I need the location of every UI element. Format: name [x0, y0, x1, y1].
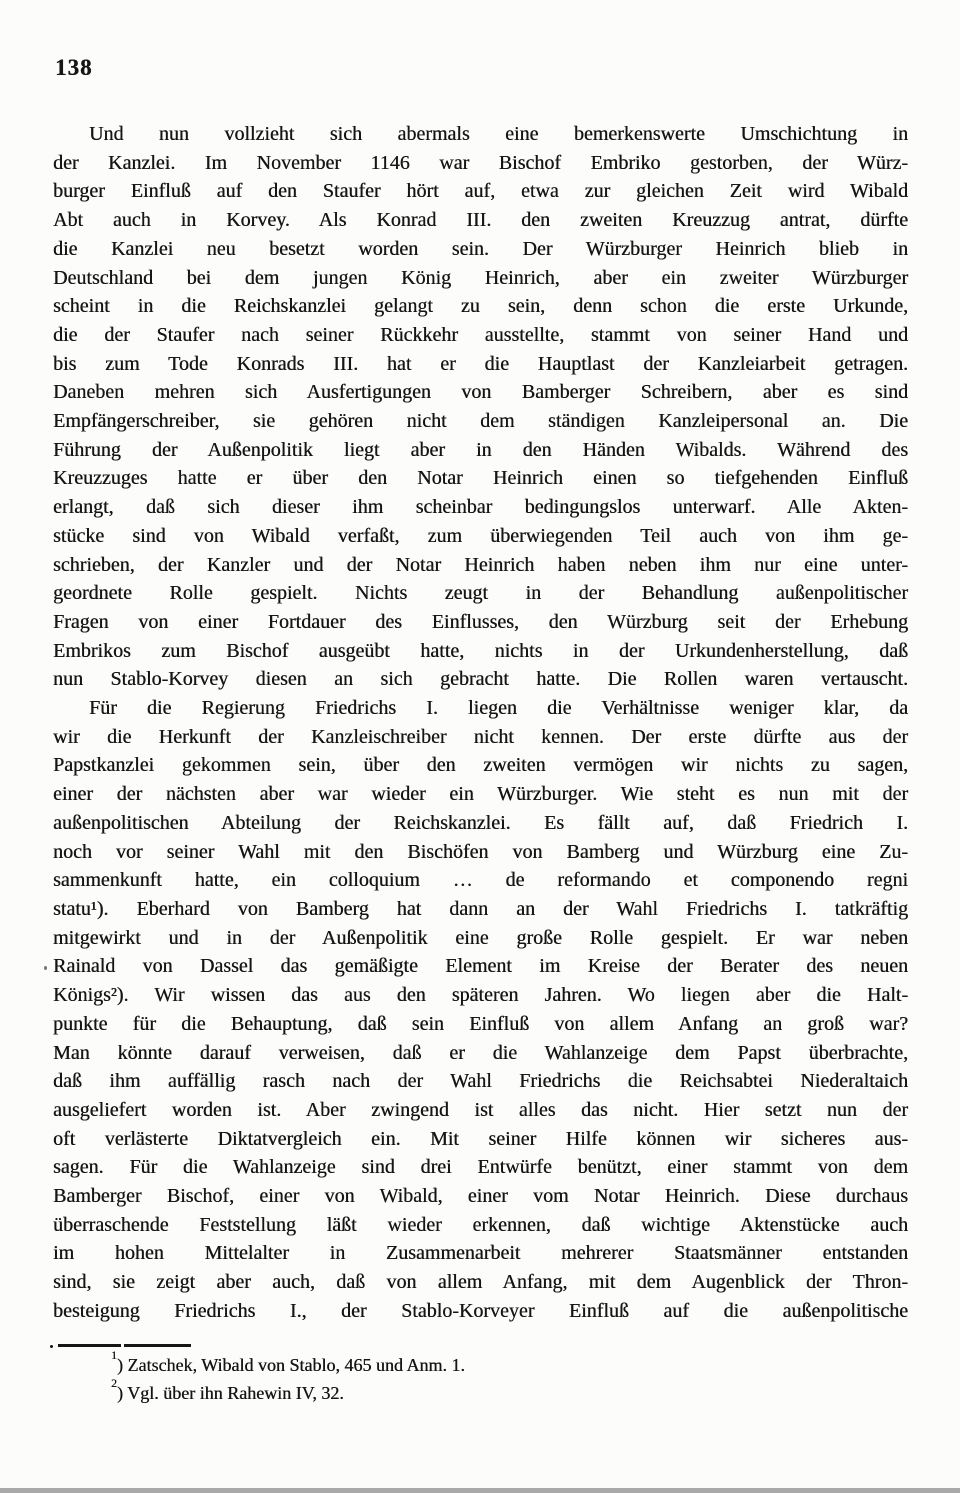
text-line: Abt auch in Korvey. Als Konrad III. den zweiten Kreuzzug antrat, dürfte	[53, 209, 908, 232]
text-line: mitgewirkt und in der Außenpolitik eine große Rolle gespielt. Er war neben	[53, 926, 908, 949]
text-line: Und nun vollzieht sich abermals eine bemerkenswerte Umschichtung in	[89, 123, 908, 145]
text-line: nun Stablo-Korvey diesen an sich gebracht hatte. Die Rollen waren vertauscht.	[53, 668, 908, 691]
footnote-marker: 1	[111, 1348, 117, 1362]
text-line: noch vor seiner Wahl mit den Bischöfen von Bamberg und Würzburg eine Zu-	[53, 840, 908, 863]
footnote-rule-segment	[124, 1344, 191, 1347]
text-line: Fragen von einer Fortdauer des Einflusses, den Würzburg seit der Erhebung	[53, 610, 908, 633]
scan-speck	[44, 966, 47, 970]
text-line: sind, sie zeigt aber auch, daß von allem Anfang, mit dem Augenblick der Thron-	[53, 1271, 908, 1294]
footnote-rule-segment	[58, 1344, 121, 1347]
paragraph	[53, 120, 908, 694]
text-line: Rainald von Dassel das gemäßigte Element im Kreise der Berater des neuen	[53, 955, 908, 978]
text-line: außenpolitischen Abteilung der Reichskanzlei. Es fällt auf, daß Friedrich I.	[53, 811, 908, 834]
text-line: Empfängerschreiber, sie gehören nicht dem ständigen Kanzleipersonal an. Die	[53, 410, 908, 433]
text-line: Für die Regierung Friedrichs I. liegen die Verhältnisse weniger klar, da	[89, 697, 908, 720]
text-line: wir die Herkunft der Kanzleischreiber nicht kennen. Der erste dürfte aus der	[53, 725, 908, 748]
body-text-block	[53, 120, 908, 1326]
text-line: Bamberger Bischof, einer von Wibald, einer vom Notar Heinrich. Diese durchaus	[53, 1185, 908, 1208]
text-line: punkte für die Behauptung, daß sein Einfluß von allem Anfang an groß war?	[53, 1012, 908, 1035]
text-line: Man könnte darauf verweisen, daß er die Wahlanzeige dem Papst überbrachte,	[53, 1041, 908, 1064]
text-line: im hohen Mittelalter in Zusammenarbeit mehrerer Staatsmänner entstanden	[53, 1242, 908, 1265]
footnote-rule-dot	[50, 1345, 53, 1348]
text-line: besteigung Friedrichs I., der Stablo-Korveyer Einfluß auf die außenpolitische	[53, 1299, 908, 1322]
footnote: $^1$) Zatschek, Wibald von Stablo, 465 und Anm. 1.	[111, 1348, 465, 1375]
text-line: Kreuzzuges hatte er über den Notar Heinrich einen so tiefgehenden Einfluß	[53, 467, 908, 490]
paragraph	[53, 694, 908, 1325]
text-line: Führung der Außenpolitik liegt aber in den Händen Wibalds. Während des	[53, 438, 908, 461]
text-line: statu¹). Eberhard von Bamberg hat dann an der Wahl Friedrichs I. tatkräftig	[53, 897, 908, 920]
text-line: Königs²). Wir wissen das aus den späteren Jahren. Wo liegen aber die Halt-	[53, 984, 908, 1007]
text-line: oft verlästerte Diktatvergleich ein. Mit seiner Hilfe können wir sicheres aus-	[53, 1127, 908, 1150]
text-line: die Kanzlei neu besetzt worden sein. Der Würzburger Heinrich blieb in	[53, 237, 908, 260]
text-line: einer der nächsten aber war wieder ein Würzburger. Wie steht es nun mit der	[53, 783, 908, 806]
footnotes-block	[53, 1348, 908, 1407]
text-line: ausgeliefert worden ist. Aber zwingend ist alles das nicht. Hier setzt nun der	[53, 1098, 908, 1121]
text-line: schrieben, der Kanzler und der Notar Heinrich haben neben ihm nur eine unter-	[53, 553, 908, 576]
text-line: Daneben mehren sich Ausfertigungen von Bamberger Schreibern, aber es sind	[53, 381, 908, 404]
page-number: 138	[55, 55, 93, 80]
text-line: burger Einfluß auf den Staufer hört auf, etwa zur gleichen Zeit wird Wibald	[53, 180, 908, 203]
scan-edge-bar	[0, 1488, 960, 1493]
text-line: erlangt, daß sich dieser ihm scheinbar bedingungslos unterwarf. Alle Akten-	[53, 496, 908, 519]
text-line: Embrikos zum Bischof ausgeübt hatte, nichts in der Urkundenherstellung, daß	[53, 639, 908, 662]
text-line: der Kanzlei. Im November 1146 war Bischof Embriko gestorben, der Würz-	[53, 151, 908, 174]
text-line: sagen. Für die Wahlanzeige sind drei Entwürfe benützt, einer stammt von dem	[53, 1156, 908, 1179]
footnote-marker: 2	[111, 1375, 117, 1390]
text-line: stücke sind von Wibald verfaßt, zum überwiegenden Teil auch von ihm ge-	[53, 524, 908, 547]
text-line: Papstkanzlei gekommen sein, über den zweiten vermögen wir nichts zu sagen,	[53, 754, 908, 777]
text-line: scheint in die Reichskanzlei gelangt zu sein, denn schon die erste Urkunde,	[53, 295, 908, 318]
text-line: Deutschland bei dem jungen König Heinrich, aber ein zweiter Würzburger	[53, 266, 908, 289]
text-line: die der Staufer nach seiner Rückkehr ausstellte, stammt von seiner Hand und	[53, 323, 908, 346]
text-line: sammenkunft hatte, ein colloquium … de reformando et componendo regni	[53, 869, 908, 892]
text-line: geordnete Rolle gespielt. Nichts zeugt in der Behandlung außenpolitischer	[53, 582, 908, 605]
text-line: bis zum Tode Konrads III. hat er die Hauptlast der Kanzleiarbeit getragen.	[53, 352, 908, 375]
text-line: überraschende Feststellung läßt wieder erkennen, daß wichtige Aktenstücke auch	[53, 1213, 908, 1236]
footnote: $^2$) Vgl. über ihn Rahewin IV, 32.	[111, 1375, 344, 1403]
text-line: daß ihm auffällig rasch nach der Wahl Friedrichs die Reichsabtei Niederaltaich	[53, 1070, 908, 1093]
